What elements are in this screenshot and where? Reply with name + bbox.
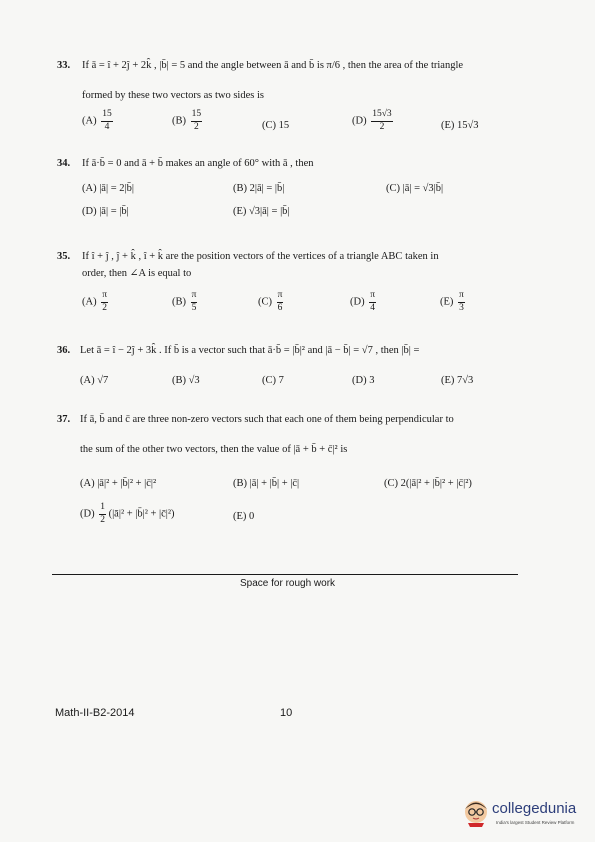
- fraction: $\frac{\pi}{6}$: [277, 290, 283, 313]
- paper-code: Math-II-B2-2014: [55, 707, 135, 719]
- q36-option-a: (A) √7: [80, 375, 109, 386]
- q35-option-a: (A) $\frac{\pi}{2}$: [82, 290, 107, 313]
- q34-option-d: (D) |ā| = |b̄|: [82, 206, 129, 217]
- question-37-stem: If ā, b̄ and c̄ are three non-zero vectors such that each one of them being perpendicular to: [80, 414, 454, 425]
- q37-option-c: (C) 2(|ā|² + |b̄|² + |c̄|²): [384, 478, 472, 489]
- q33-option-a: (A) $\frac{15}{4}$: [82, 109, 112, 132]
- fraction: $\frac{15}{2}$: [191, 109, 202, 132]
- question-35-number: 35.: [57, 251, 71, 262]
- page-number: 10: [280, 707, 293, 719]
- brand-watermark: [462, 796, 588, 834]
- question-36-stem: Let ā = î − 2ĵ + 3k̂ . If b̄ is a vector such that ā·b̄ = |b̄|² and |ā − b̄| = √7 , then |b̄| =: [80, 345, 420, 356]
- question-36-number: 36.: [57, 345, 71, 356]
- q34-option-c: (C) |ā| = √3|b̄|: [386, 183, 444, 194]
- q37-option-d: (D) $\frac{1}{2}$ (|ā|² + |b̄|² + |c̄|²): [80, 502, 175, 525]
- rough-work-divider: [52, 574, 518, 575]
- fraction: $\frac{\pi}{3}$: [459, 290, 464, 313]
- question-34-number: 34.: [57, 158, 71, 169]
- question-33-stem: If ā = î + 2ĵ + 2k̂ , |b̄| = 5 and the angle between ā and b̄ is π/6 , then the area of the triangle: [82, 60, 464, 71]
- q36-option-d: (D) 3: [352, 375, 375, 386]
- q37-option-b: (B) |ā| + |b̄| + |c̄|: [233, 478, 300, 489]
- q34-option-e: (E) √3|ā| = |b̄|: [233, 206, 290, 217]
- q33-option-c: (C) 15: [262, 120, 290, 131]
- q34-option-a: (A) |ā| = 2|b̄|: [82, 183, 134, 194]
- q35-option-c: (C) $\frac{\pi}{6}$: [258, 290, 283, 313]
- question-35-stem: If î + ĵ , ĵ + k̂ , î + k̂ are the position vectors of the vertices of a triangle ABC taken in: [82, 251, 439, 262]
- q33-option-b: (B) $\frac{15}{2}$: [172, 109, 202, 132]
- question-33-number: 33.: [57, 60, 71, 71]
- fraction: $\frac{15}{4}$: [102, 109, 112, 132]
- q35-option-d: (D) $\frac{\pi}{4}$: [350, 290, 375, 313]
- fraction: $\frac{\pi}{4}$: [370, 290, 375, 313]
- brand-name: collegedunia: [492, 800, 577, 817]
- q33-option-e: (E) 15√3: [441, 120, 479, 131]
- question-35-stem-line2: order, then ∠A is equal to: [82, 268, 192, 279]
- fraction: $\frac{\pi}{5}$: [191, 290, 197, 313]
- q35-option-b: (B) $\frac{\pi}{5}$: [172, 290, 197, 313]
- question-34-stem: If ā·b̄ = 0 and ā + b̄ makes an angle of 60° with ā , then: [82, 158, 314, 169]
- fraction: $\frac{1}{2}$: [100, 502, 105, 525]
- brand-tagline: India's largest Student Review Platform: [496, 820, 575, 825]
- q33-option-d: (D) $\frac{15√3}{2}$: [352, 109, 392, 132]
- q37-option-a: (A) |ā|² + |b̄|² + |c̄|²: [80, 478, 157, 489]
- q36-option-c: (C) 7: [262, 375, 284, 386]
- mascot-icon: [462, 798, 490, 828]
- q36-option-b: (B) √3: [172, 375, 200, 386]
- q35-option-e: (E) $\frac{\pi}{3}$: [440, 290, 464, 313]
- q37-option-e: (E) 0: [233, 511, 255, 522]
- fraction: $\frac{15√3}{2}$: [372, 109, 392, 132]
- question-33-stem-line2: formed by these two vectors as two sides is: [82, 90, 264, 101]
- q36-option-e: (E) 7√3: [441, 375, 474, 386]
- question-37-number: 37.: [57, 414, 71, 425]
- rough-work-label: Space for rough work: [240, 578, 336, 589]
- fraction: $\frac{\pi}{2}$: [102, 290, 107, 313]
- question-37-stem-line2: the sum of the other two vectors, then the value of |ā + b̄ + c̄|² is: [80, 444, 348, 455]
- q34-option-b: (B) 2|ā| = |b̄|: [233, 183, 285, 194]
